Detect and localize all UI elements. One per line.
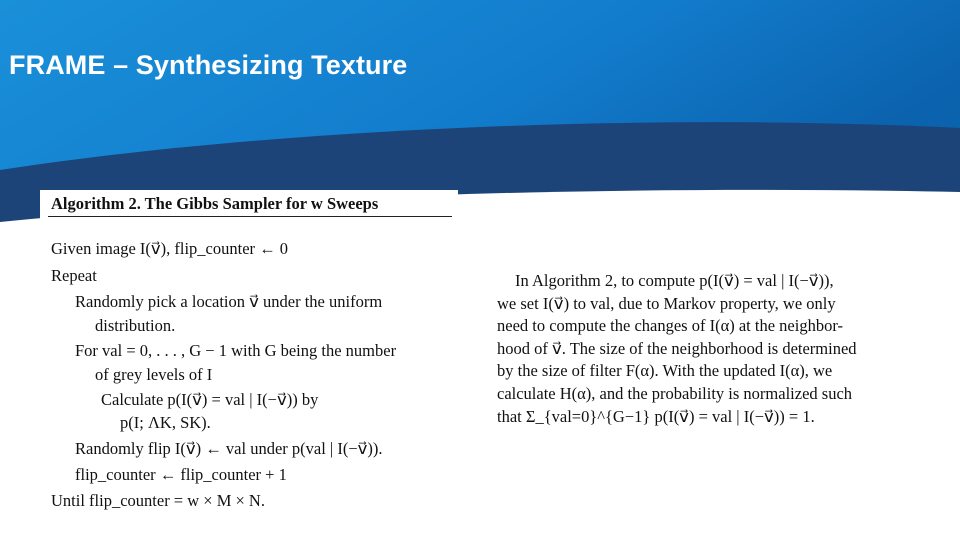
algorithm-line: of grey levels of I xyxy=(95,365,213,384)
algorithm-line: Calculate p(I(v⃗) = val | I(−v⃗)) by xyxy=(101,390,319,409)
algorithm-line: Until flip_counter = w × M × N. xyxy=(51,491,265,510)
algorithm-line: p(I; ΛK, SK). xyxy=(120,413,211,432)
algorithm-line: Randomly pick a location v⃗ under the uniform xyxy=(75,292,383,311)
paragraph-line: that Σ_{val=0}^{G−1} p(I(v⃗) = val | I(−v⃗)) = 1. xyxy=(497,406,815,426)
algorithm-heading: Algorithm 2. The Gibbs Sampler for w Sweeps xyxy=(51,194,379,213)
paragraph-line: need to compute the changes of I(α) at the neighbor- xyxy=(497,316,843,336)
algorithm-line: distribution. xyxy=(95,316,176,335)
paragraph-line: In Algorithm 2, to compute p(I(v⃗) = val | I(−v⃗)), xyxy=(515,271,834,290)
algorithm-line: For val = 0, . . . , G − 1 with G being the number xyxy=(75,341,397,360)
algorithm-rule xyxy=(48,216,452,217)
paragraph-line: we set I(v⃗) to val, due to Markov property, we only xyxy=(497,293,836,313)
algorithm-line: Given image I(v⃗), flip_counter ← 0 xyxy=(51,239,289,258)
explanation-paragraph xyxy=(497,270,905,428)
slide-title: FRAME – Synthesizing Texture xyxy=(9,50,408,80)
paragraph-line: hood of v⃗. The size of the neighborhood is determined xyxy=(497,338,857,358)
algorithm-box xyxy=(40,190,458,530)
paragraph-line: calculate H(α), and the probability is normalized such xyxy=(497,383,853,403)
algorithm-line: Repeat xyxy=(51,266,97,285)
algorithm-line: Randomly flip I(v⃗) ← val under p(val | I(−v⃗)). xyxy=(75,439,383,458)
paragraph-line: by the size of filter F(α). With the updated I(α), we xyxy=(497,361,833,381)
algorithm-line: flip_counter ← flip_counter + 1 xyxy=(75,465,287,484)
